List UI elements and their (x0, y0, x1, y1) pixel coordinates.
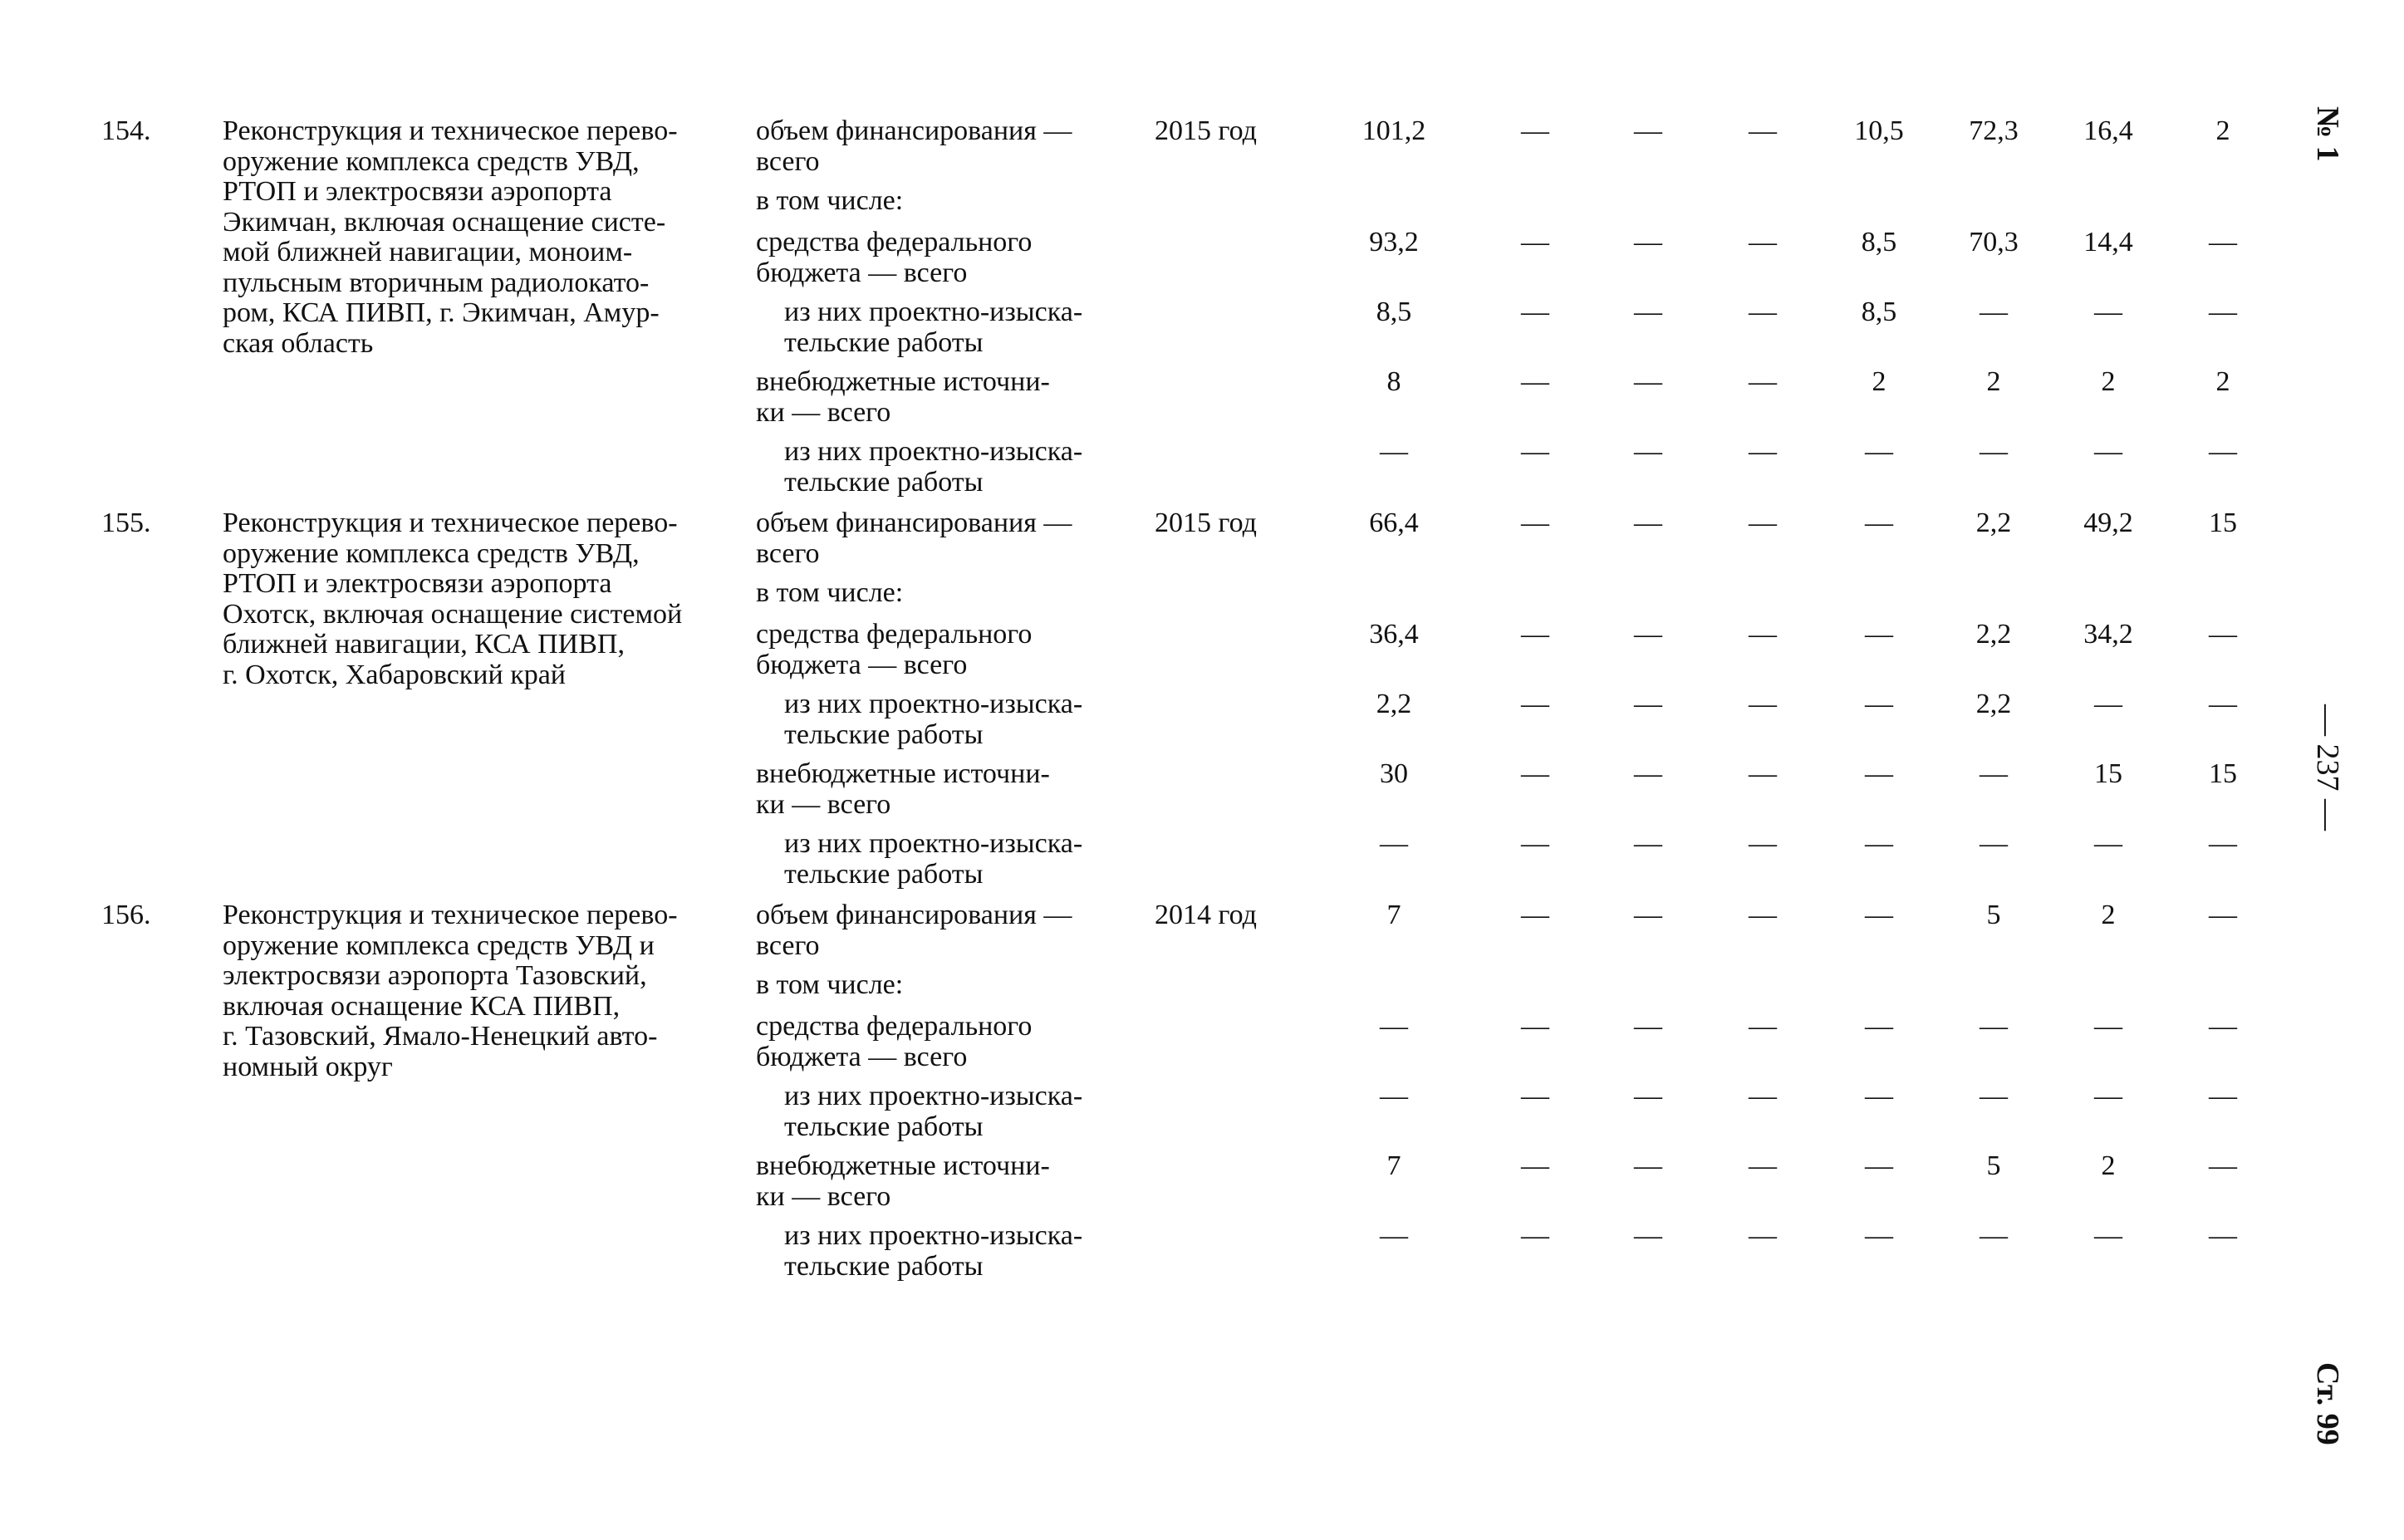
value-cell: — (1634, 1011, 1662, 1042)
financing-label (784, 1221, 1126, 1282)
financing-label-line: из них проектно-изыска- (784, 1081, 1083, 1111)
value-cell: 2,2 (1975, 619, 2012, 650)
value-cell: — (1634, 619, 1662, 650)
value-cell: 16,4 (2083, 115, 2133, 146)
financing-row (0, 1012, 2404, 1078)
value-cell: 10,5 (1854, 115, 1904, 146)
value-cell: 5 (1986, 900, 2001, 930)
financing-row (0, 900, 2404, 967)
page-number: — 237 — (2310, 704, 2345, 831)
value-cell: 2,2 (1376, 689, 1412, 719)
value-cell: 15 (2209, 758, 2237, 789)
financing-row (0, 689, 2404, 756)
value-cell: 2 (2101, 1150, 2116, 1181)
project-description-line: оружение комплекса средств УВД, (223, 145, 640, 177)
financing-label (784, 829, 1126, 890)
financing-row (0, 759, 2404, 826)
value-cell: — (2209, 297, 2237, 327)
value-cell: — (1634, 689, 1662, 719)
value-cell: 5 (1986, 1150, 2001, 1181)
value-cell: — (1749, 436, 1777, 467)
value-cell: — (1634, 297, 1662, 327)
value-cell: — (1380, 1011, 1408, 1042)
financing-label (756, 578, 1126, 609)
financing-label (756, 508, 1126, 569)
value-cell: — (1749, 366, 1777, 397)
value-cell: — (1521, 1220, 1549, 1251)
project-description-line: Реконструкция и техническое перево- (223, 900, 678, 930)
value-cell: — (2094, 689, 2122, 719)
financing-label-line: в том числе: (756, 185, 904, 216)
value-cell: — (2209, 689, 2237, 719)
value-cell: 2 (1986, 366, 2001, 397)
value-cell: 66,4 (1369, 508, 1419, 538)
financing-label (756, 116, 1126, 177)
value-cell: — (1749, 1081, 1777, 1111)
financing-row (0, 1221, 2404, 1287)
year-cell: 2014 год (1155, 900, 1257, 930)
financing-label-line: бюджета — всего (756, 257, 968, 288)
financing-label (756, 620, 1126, 680)
value-cell: — (1980, 758, 2008, 789)
value-cell: — (2094, 436, 2122, 467)
value-cell: — (2209, 1081, 2237, 1111)
value-cell: — (1521, 366, 1549, 397)
financing-label-line: в том числе: (756, 577, 904, 608)
value-cell: — (2209, 436, 2237, 467)
value-cell: 36,4 (1369, 619, 1419, 650)
value-cell: — (1749, 619, 1777, 650)
project-description-line: оружение комплекса средств УВД, (223, 537, 640, 569)
value-cell: — (1521, 828, 1549, 859)
value-cell: — (1634, 227, 1662, 257)
value-cell: — (1865, 436, 1893, 467)
value-cell: — (1634, 1220, 1662, 1251)
value-cell: 30 (1380, 758, 1408, 789)
value-cell: 7 (1386, 900, 1401, 930)
value-cell: — (1865, 1011, 1893, 1042)
financing-label (756, 1012, 1126, 1072)
value-cell: — (1521, 115, 1549, 146)
financing-label-line: из них проектно-изыска- (784, 1220, 1083, 1251)
value-cell: — (2094, 1081, 2122, 1111)
financing-label-line: тельские работы (784, 466, 984, 498)
value-cell: — (2094, 828, 2122, 859)
financing-label-line: бюджета — всего (756, 649, 968, 680)
value-cell: — (1749, 508, 1777, 538)
financing-label (784, 297, 1126, 358)
project-description-line: ближней навигации, КСА ПИВП, (223, 629, 625, 660)
value-cell: — (1634, 1081, 1662, 1111)
value-cell: — (1634, 436, 1662, 467)
financing-label-line: объем финансирования — (756, 900, 1072, 930)
financing-label-line: объем финансирования — (756, 508, 1072, 538)
value-cell: — (1521, 689, 1549, 719)
value-cell: — (1749, 1150, 1777, 1181)
value-cell: — (1634, 508, 1662, 538)
financing-row (0, 1151, 2404, 1218)
value-cell: — (1865, 689, 1893, 719)
financing-label-line: из них проектно-изыска- (784, 689, 1083, 719)
financing-label (756, 1151, 1126, 1212)
project-description-line: ская область (223, 327, 374, 359)
financing-row (0, 620, 2404, 686)
financing-row (0, 228, 2404, 294)
value-cell: 14,4 (2083, 227, 2133, 257)
value-cell: 7 (1386, 1150, 1401, 1181)
value-cell: — (1749, 297, 1777, 327)
value-cell: — (1521, 1081, 1549, 1111)
value-cell: — (1980, 436, 2008, 467)
value-cell: — (1865, 508, 1893, 538)
value-cell: 70,3 (1969, 227, 2019, 257)
value-cell: — (1865, 1150, 1893, 1181)
value-cell: 72,3 (1969, 115, 2019, 146)
financing-label (784, 689, 1126, 750)
value-cell: 8,5 (1376, 297, 1412, 327)
financing-label-line: тельские работы (784, 1111, 984, 1142)
financing-label-line: всего (756, 929, 820, 961)
financing-label (756, 367, 1126, 428)
value-cell: — (1380, 1081, 1408, 1111)
financing-label-line: тельские работы (784, 858, 984, 890)
value-cell: — (2094, 297, 2122, 327)
project-description-line: г. Охотск, Хабаровский край (223, 659, 566, 690)
financing-row (0, 829, 2404, 895)
value-cell: — (1865, 900, 1893, 930)
value-cell: — (1749, 758, 1777, 789)
value-cell: — (1634, 1150, 1662, 1181)
value-cell: — (1521, 1011, 1549, 1042)
project-description-line: г. Тазовский, Ямало-Ненецкий авто- (223, 1021, 658, 1052)
value-cell: 2 (2101, 366, 2116, 397)
project-description-line: Реконструкция и техническое перево- (223, 115, 678, 146)
value-cell: — (1749, 828, 1777, 859)
value-cell: — (1749, 900, 1777, 930)
value-cell: — (1380, 436, 1408, 467)
project-description-line: пульсным вторичным радиолокато- (223, 267, 650, 298)
project-description-line: РТОП и электросвязи аэропорта (223, 568, 612, 599)
year-cell: 2015 год (1155, 508, 1257, 538)
value-cell: — (1865, 1081, 1893, 1111)
year-cell: 2015 год (1155, 115, 1257, 146)
value-cell: — (1980, 1220, 2008, 1251)
value-cell: 34,2 (2083, 619, 2133, 650)
value-cell: — (2209, 227, 2237, 257)
financing-label-line: внебюджетные источни- (756, 758, 1050, 789)
financing-label-line: средства федерального (756, 1011, 1033, 1042)
value-cell: — (1521, 758, 1549, 789)
financing-label-line: объем финансирования — (756, 115, 1072, 146)
project-description-line: мой ближней навигации, моноим- (223, 237, 633, 267)
project-description-line: оружение комплекса средств УВД и (223, 929, 655, 961)
row-number: 154. (101, 115, 151, 146)
value-cell: — (1980, 828, 2008, 859)
value-cell: — (1634, 115, 1662, 146)
financing-label-line: внебюджетные источни- (756, 1150, 1050, 1181)
value-cell: — (1749, 1220, 1777, 1251)
financing-label-line: средства федерального (756, 619, 1033, 650)
value-cell: — (1865, 828, 1893, 859)
financing-label (756, 900, 1126, 961)
value-cell: — (1634, 900, 1662, 930)
value-cell: — (1980, 297, 2008, 327)
value-cell: — (1865, 619, 1893, 650)
financing-label (756, 970, 1126, 1001)
value-cell: — (1521, 297, 1549, 327)
value-cell: — (1980, 1011, 2008, 1042)
financing-label-line: всего (756, 145, 820, 177)
value-cell: — (1749, 1011, 1777, 1042)
value-cell: — (1521, 900, 1549, 930)
financing-label (756, 186, 1126, 217)
financing-row (0, 116, 2404, 183)
financing-row (0, 508, 2404, 575)
value-cell: — (1865, 758, 1893, 789)
financing-row (0, 437, 2404, 503)
financing-label-line: ки — всего (756, 396, 891, 428)
value-cell: 2 (1872, 366, 1886, 397)
financing-row (0, 297, 2404, 364)
value-cell: — (1521, 1150, 1549, 1181)
value-cell: — (2209, 1220, 2237, 1251)
value-cell: 2 (2101, 900, 2116, 930)
financing-label-line: всего (756, 537, 820, 569)
project-description-line: РТОП и электросвязи аэропорта (223, 176, 612, 207)
value-cell: — (2209, 619, 2237, 650)
value-cell: — (1521, 227, 1549, 257)
value-cell: — (1380, 828, 1408, 859)
value-cell: — (1749, 689, 1777, 719)
financing-label-line: из них проектно-изыска- (784, 297, 1083, 327)
value-cell: 8 (1386, 366, 1401, 397)
value-cell: 2 (2215, 366, 2230, 397)
value-cell: 93,2 (1369, 227, 1419, 257)
row-number: 155. (101, 508, 151, 538)
financing-label-line: внебюджетные источни- (756, 366, 1050, 397)
project-description-line: Охотск, включая оснащение системой (223, 598, 683, 630)
value-cell: 8,5 (1861, 227, 1897, 257)
value-cell: — (1521, 436, 1549, 467)
value-cell: — (1980, 1081, 2008, 1111)
financing-label-line: тельские работы (784, 719, 984, 750)
value-cell: — (1380, 1220, 1408, 1251)
financing-label (784, 1081, 1126, 1142)
project-description-line: номный округ (223, 1051, 393, 1082)
article-number: Ст. 99 (2310, 1362, 2345, 1445)
financing-label-line: тельские работы (784, 1250, 984, 1282)
value-cell: — (1521, 508, 1549, 538)
financing-label (784, 437, 1126, 498)
value-cell: — (1634, 758, 1662, 789)
financing-label (756, 759, 1126, 820)
project-description-line: ром, КСА ПИВП, г. Экимчан, Амур- (223, 297, 660, 328)
value-cell: — (1749, 115, 1777, 146)
financing-label (756, 228, 1126, 288)
value-cell: 15 (2209, 508, 2237, 538)
value-cell: 2,2 (1975, 689, 2012, 719)
value-cell: 2 (2215, 115, 2230, 146)
issue-number: № 1 (2310, 106, 2345, 162)
financing-label-line: из них проектно-изыска- (784, 828, 1083, 859)
project-description-line: Экимчан, включая оснащение систе- (223, 206, 666, 238)
value-cell: — (2209, 828, 2237, 859)
value-cell: 2,2 (1975, 508, 2012, 538)
financing-label-line: ки — всего (756, 788, 891, 820)
value-cell: 49,2 (2083, 508, 2133, 538)
financing-label-line: ки — всего (756, 1180, 891, 1212)
project-description-line: электросвязи аэропорта Тазовский, (223, 960, 647, 991)
value-cell: — (1634, 828, 1662, 859)
value-cell: — (2209, 1150, 2237, 1181)
project-description-line: включая оснащение КСА ПИВП, (223, 990, 621, 1022)
value-cell: — (1749, 227, 1777, 257)
financing-row (0, 367, 2404, 434)
financing-label-line: тельские работы (784, 326, 984, 358)
value-cell: — (1865, 1220, 1893, 1251)
value-cell: — (2094, 1220, 2122, 1251)
row-number: 156. (101, 900, 151, 930)
financing-label-line: из них проектно-изыска- (784, 436, 1083, 467)
financing-row (0, 1081, 2404, 1148)
financing-label-line: в том числе: (756, 969, 904, 1000)
value-cell: — (2209, 1011, 2237, 1042)
financing-label-line: бюджета — всего (756, 1041, 968, 1072)
value-cell: — (2094, 1011, 2122, 1042)
value-cell: 15 (2094, 758, 2122, 789)
value-cell: 8,5 (1861, 297, 1897, 327)
value-cell: — (1634, 366, 1662, 397)
project-description-line: Реконструкция и техническое перево- (223, 508, 678, 538)
value-cell: 101,2 (1361, 115, 1426, 146)
value-cell: — (1521, 619, 1549, 650)
value-cell: — (2209, 900, 2237, 930)
financing-label-line: средства федерального (756, 227, 1033, 257)
